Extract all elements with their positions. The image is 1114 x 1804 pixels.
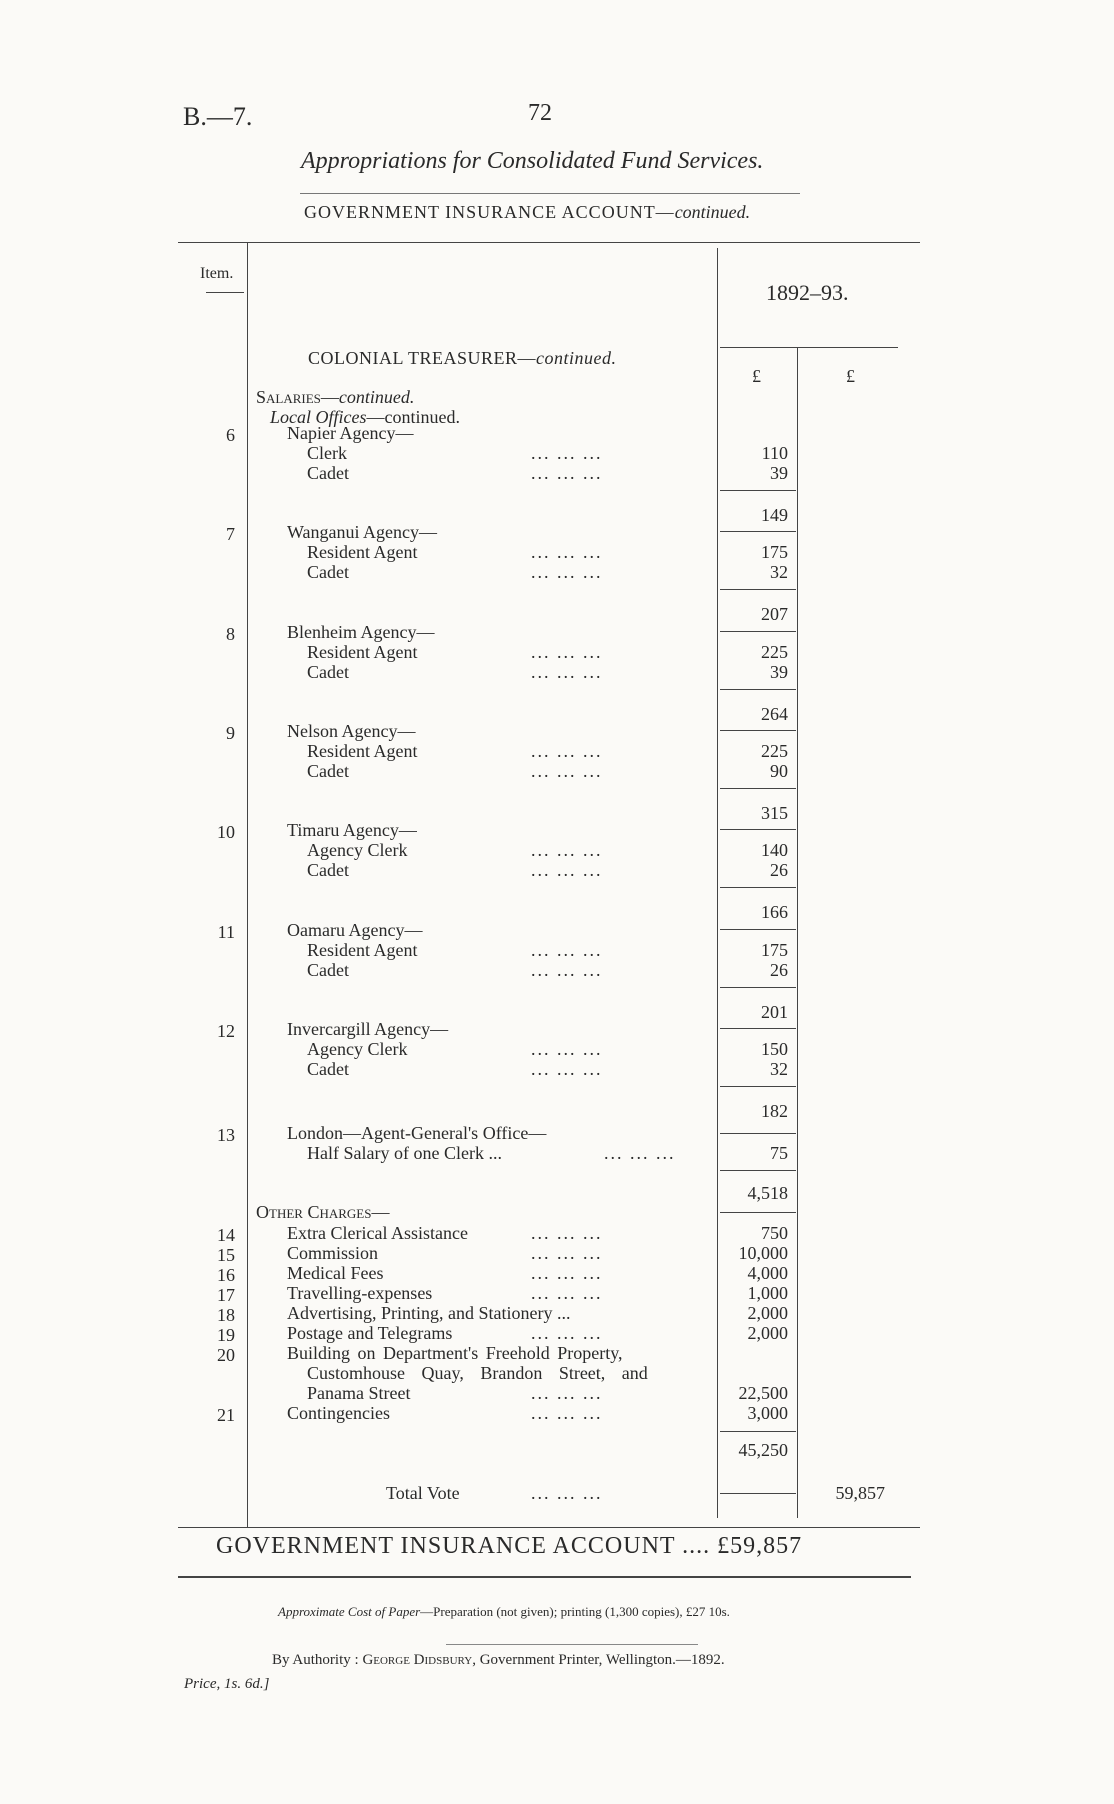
rule <box>720 490 796 491</box>
charge-amount: 750 <box>761 1223 788 1243</box>
agency-row-amount: 175 <box>761 542 788 562</box>
agency-heading: Invercargill Agency— <box>287 1019 449 1039</box>
agency-row-amount: 32 <box>770 562 788 582</box>
contingencies-amount: 3,000 <box>747 1403 788 1423</box>
rule <box>720 929 796 930</box>
agency-row-label: Cadet <box>307 662 349 682</box>
leader-dots: ... ... ... <box>531 960 603 980</box>
salaries-continued: continued. <box>338 387 415 407</box>
year-header: 1892–93. <box>766 280 849 305</box>
agency-heading: Oamaru Agency— <box>287 920 423 940</box>
rule <box>720 788 796 789</box>
leader-dots: ... ... ... <box>531 562 603 582</box>
leader-dots: ... ... ... <box>531 1223 603 1243</box>
agency-row-label: Cadet <box>307 562 349 582</box>
year-under-rule <box>720 347 898 348</box>
agency-row-label: Resident Agent <box>307 940 418 960</box>
charge-label: Extra Clerical Assistance <box>287 1223 468 1243</box>
leader-dots: ... ... ... <box>531 1059 603 1079</box>
salaries-total: 4,518 <box>747 1183 788 1203</box>
authority-prefix: By Authority : <box>272 1652 363 1668</box>
section-title <box>308 348 617 369</box>
leader-dots: ... ... ... <box>531 1263 603 1283</box>
title-rule <box>300 193 800 194</box>
leader-dots: ... ... ... <box>531 642 603 662</box>
agency-row-amount: 32 <box>770 1059 788 1079</box>
price: Price, 1s. 6d.] <box>184 1676 270 1692</box>
rule <box>720 1431 796 1432</box>
item-number: 17 <box>217 1285 235 1305</box>
footer-rule <box>446 1644 698 1645</box>
agency-row-amount: 225 <box>761 642 788 662</box>
agency-heading: Nelson Agency— <box>287 721 416 741</box>
leader-dots: ... ... ... <box>531 1039 603 1059</box>
agency-row-amount: 90 <box>770 761 788 781</box>
building-line-1: Building on Department's Freehold Property, <box>287 1343 623 1363</box>
rule <box>720 1493 796 1494</box>
item-number: 12 <box>217 1021 235 1041</box>
grand-total-rule <box>178 1576 911 1578</box>
agency-heading: Timaru Agency— <box>287 820 417 840</box>
item-number: 15 <box>217 1245 235 1265</box>
cost-label: Approximate Cost of Paper <box>278 1604 421 1619</box>
agency-total: 207 <box>761 604 788 624</box>
leader-dots: ... ... ... <box>531 463 603 483</box>
building-line-3: Panama Street <box>307 1383 411 1403</box>
agency-total: 182 <box>761 1101 788 1121</box>
leader-dots: ... ... ... <box>531 1323 603 1343</box>
currency-symbol-items: £ <box>752 366 761 386</box>
currency-symbol-totals: £ <box>846 366 855 386</box>
local-offices-label: Local Offices <box>270 407 367 427</box>
rule <box>720 1133 796 1134</box>
agency-heading: Wanganui Agency— <box>287 522 438 542</box>
leader-dots: ... ... ... <box>531 1483 603 1503</box>
leader-dots: ... ... ... <box>531 443 603 463</box>
salaries-label: Salaries— <box>256 387 339 407</box>
agency-row-label: Agency Clerk <box>307 840 408 860</box>
local-offices-continued: —continued. <box>366 407 460 427</box>
charge-label: Commission <box>287 1243 379 1263</box>
table-bottom-rule <box>178 1527 920 1528</box>
other-charges-heading: Other Charges— <box>256 1202 390 1222</box>
rule <box>720 829 796 830</box>
agency-total: 149 <box>761 505 788 525</box>
agency-row-label: Agency Clerk <box>307 1039 408 1059</box>
leader-dots: ... ... ... <box>531 840 603 860</box>
subtitle-main: GOVERNMENT INSURANCE ACCOUNT— <box>304 202 675 222</box>
rule <box>720 1086 796 1087</box>
item-column-rule <box>247 242 248 1527</box>
leader-dots: ... ... ... <box>531 542 603 562</box>
leader-dots: ... ... ... <box>531 1403 603 1423</box>
charges-total: 45,250 <box>738 1440 788 1460</box>
agency-row-label: Cadet <box>307 761 349 781</box>
agency-row-amount: 39 <box>770 662 788 682</box>
section-subtitle <box>304 202 750 223</box>
agency-row-label: Resident Agent <box>307 542 418 562</box>
agency-total: 166 <box>761 902 788 922</box>
cost-text: —Preparation (not given); printing (1,300 copies), £27 10s. <box>420 1604 730 1619</box>
cost-note <box>278 1604 730 1620</box>
agency-row-label: Resident Agent <box>307 642 418 662</box>
london-heading: London—Agent-General's Office— <box>287 1123 547 1143</box>
total-vote-amount: 59,857 <box>835 1483 885 1503</box>
agency-row-label: Cadet <box>307 960 349 980</box>
agency-row-label: Cadet <box>307 1059 349 1079</box>
agency-row-amount: 26 <box>770 960 788 980</box>
leader-dots: ... ... ... <box>531 1383 603 1403</box>
subtitle-continued: continued. <box>674 202 751 222</box>
leader-dots: ... ... ... <box>531 860 603 880</box>
agency-row-label: Cadet <box>307 860 349 880</box>
item-number: 13 <box>217 1125 235 1145</box>
item-number: 8 <box>226 624 235 644</box>
item-number: 16 <box>217 1265 235 1285</box>
leader-dots: ... ... ... <box>531 662 603 682</box>
leader-dots: ... ... ... <box>531 1243 603 1263</box>
agency-row-amount: 175 <box>761 940 788 960</box>
charge-amount: 1,000 <box>747 1283 788 1303</box>
london-row-label: Half Salary of one Clerk ... <box>307 1143 502 1163</box>
rule <box>720 1028 796 1029</box>
charge-amount: 10,000 <box>738 1243 788 1263</box>
table-top-rule <box>178 242 920 243</box>
item-header-rule <box>206 292 244 293</box>
item-number: 21 <box>217 1405 235 1425</box>
agency-heading: Blenheim Agency— <box>287 622 435 642</box>
agency-total: 264 <box>761 704 788 724</box>
rule <box>720 1212 796 1213</box>
document-ref: B.—7. <box>183 102 253 131</box>
agency-row-amount: 225 <box>761 741 788 761</box>
charge-amount: 4,000 <box>747 1263 788 1283</box>
rule <box>720 589 796 590</box>
agency-row-amount: 110 <box>761 443 788 463</box>
agency-row-amount: 26 <box>770 860 788 880</box>
agency-row-amount: 39 <box>770 463 788 483</box>
rule <box>720 987 796 988</box>
agency-heading: Napier Agency— <box>287 423 414 443</box>
leader-dots: ... ... ... <box>531 741 603 761</box>
leader-dots: ... ... ... <box>604 1143 676 1163</box>
rule <box>720 631 796 632</box>
charge-label: Postage and Telegrams <box>287 1323 453 1343</box>
agency-row-amount: 140 <box>761 840 788 860</box>
authority-line <box>272 1652 725 1669</box>
page-number: 72 <box>528 100 552 126</box>
salaries-heading <box>256 387 414 408</box>
section-title-main: COLONIAL TREASURER— <box>308 348 537 368</box>
london-amount: 75 <box>770 1143 788 1163</box>
item-number: 11 <box>217 922 235 942</box>
item-column-header: Item. <box>200 265 234 282</box>
item-number: 6 <box>226 425 235 445</box>
rule <box>720 887 796 888</box>
agency-row-amount: 150 <box>761 1039 788 1059</box>
charge-label: Medical Fees <box>287 1263 384 1283</box>
charge-amount: 2,000 <box>747 1323 788 1343</box>
agency-row-label: Cadet <box>307 463 349 483</box>
item-number: 14 <box>217 1225 235 1245</box>
leader-dots: ... ... ... <box>531 761 603 781</box>
agency-row-label: Resident Agent <box>307 741 418 761</box>
charge-label: Advertising, Printing, and Stationery ... <box>287 1303 571 1323</box>
section-title-continued: continued. <box>536 348 617 368</box>
item-number: 9 <box>226 723 235 743</box>
building-line-2: Customhouse Quay, Brandon Street, and <box>307 1363 648 1383</box>
page-title: Appropriations for Consolidated Fund Services. <box>301 148 764 174</box>
agency-total: 201 <box>761 1002 788 1022</box>
leader-dots: ... ... ... <box>531 1283 603 1303</box>
authority-rest: , Government Printer, Wellington.—1892. <box>472 1652 725 1668</box>
rule <box>720 730 796 731</box>
printer-name: George Didsbury <box>362 1652 473 1668</box>
rule <box>720 1170 796 1171</box>
item-number: 19 <box>217 1325 235 1345</box>
total-vote-label: Total Vote <box>386 1483 460 1503</box>
rule <box>720 689 796 690</box>
item-number: 10 <box>217 822 235 842</box>
agency-total: 315 <box>761 803 788 823</box>
amount-mid-rule <box>797 348 798 1518</box>
rule <box>720 531 796 532</box>
item-number: 18 <box>217 1305 235 1325</box>
contingencies-label: Contingencies <box>287 1403 390 1423</box>
item-number: 7 <box>226 524 235 544</box>
charge-amount: 2,000 <box>747 1303 788 1323</box>
charge-label: Travelling-expenses <box>287 1283 433 1303</box>
item-number: 20 <box>217 1345 235 1365</box>
building-amount: 22,500 <box>738 1383 788 1403</box>
agency-row-label: Clerk <box>307 443 347 463</box>
grand-total: GOVERNMENT INSURANCE ACCOUNT .... £59,857 <box>216 1533 803 1559</box>
leader-dots: ... ... ... <box>531 940 603 960</box>
